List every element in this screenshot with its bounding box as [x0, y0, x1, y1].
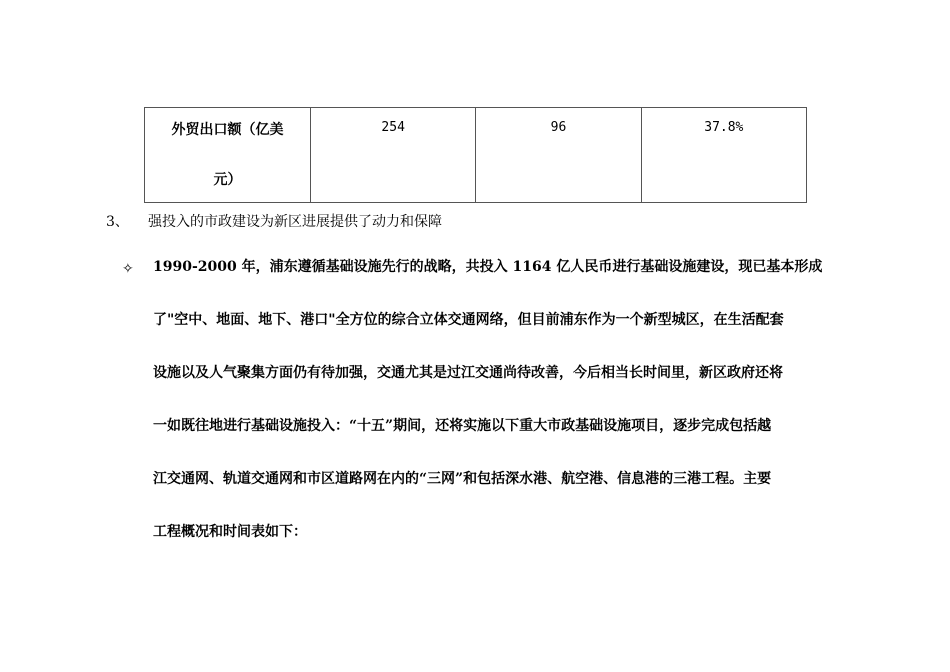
bullet-text [153, 257, 873, 575]
diamond-outline-icon: ✧ [122, 261, 134, 277]
value-cell-2: 96 [476, 108, 641, 203]
section-title: 强投入的市政建设为新区进展提供了动力和保障 [148, 214, 442, 230]
row-label-cell [145, 108, 311, 203]
value-cell-1: 254 [311, 108, 476, 203]
table-row [145, 108, 807, 203]
section-number: 3、 [106, 214, 129, 230]
export-data-table [144, 107, 807, 203]
paragraph-line: 一如既往地进行基础设施投入：“十五”期间，还将实施以下重大市政基础设施项目，逐步完成包括越 [153, 418, 772, 434]
paragraph-line: 1990-2000 年，浦东遵循基础设施先行的战略，共投入 1164 亿人民币进行基础设施建设，现已基本形成 [153, 259, 823, 275]
paragraph-line: 了"空中、地面、地下、港口"全方位的综合立体交通网络，但目前浦东作为一个新型城区，在生活配套 [153, 312, 784, 328]
paragraph-line: 江交通网、轨道交通网和市区道路网在内的“三网”和包括深水港、航空港、信息港的三港工程。主要 [153, 471, 772, 487]
row-label-line2: 元） [213, 172, 242, 188]
row-label-line1: 外贸出口额（亿美 [171, 122, 284, 138]
paragraph-line: 设施以及人气聚集方面仍有待加强，交通尤其是过江交通尚待改善，今后相当长时间里，新区政府还将 [153, 365, 783, 381]
section-heading [106, 212, 442, 232]
paragraph-line: 工程概况和时间表如下： [153, 524, 307, 540]
value-cell-3: 37.8% [641, 108, 806, 203]
